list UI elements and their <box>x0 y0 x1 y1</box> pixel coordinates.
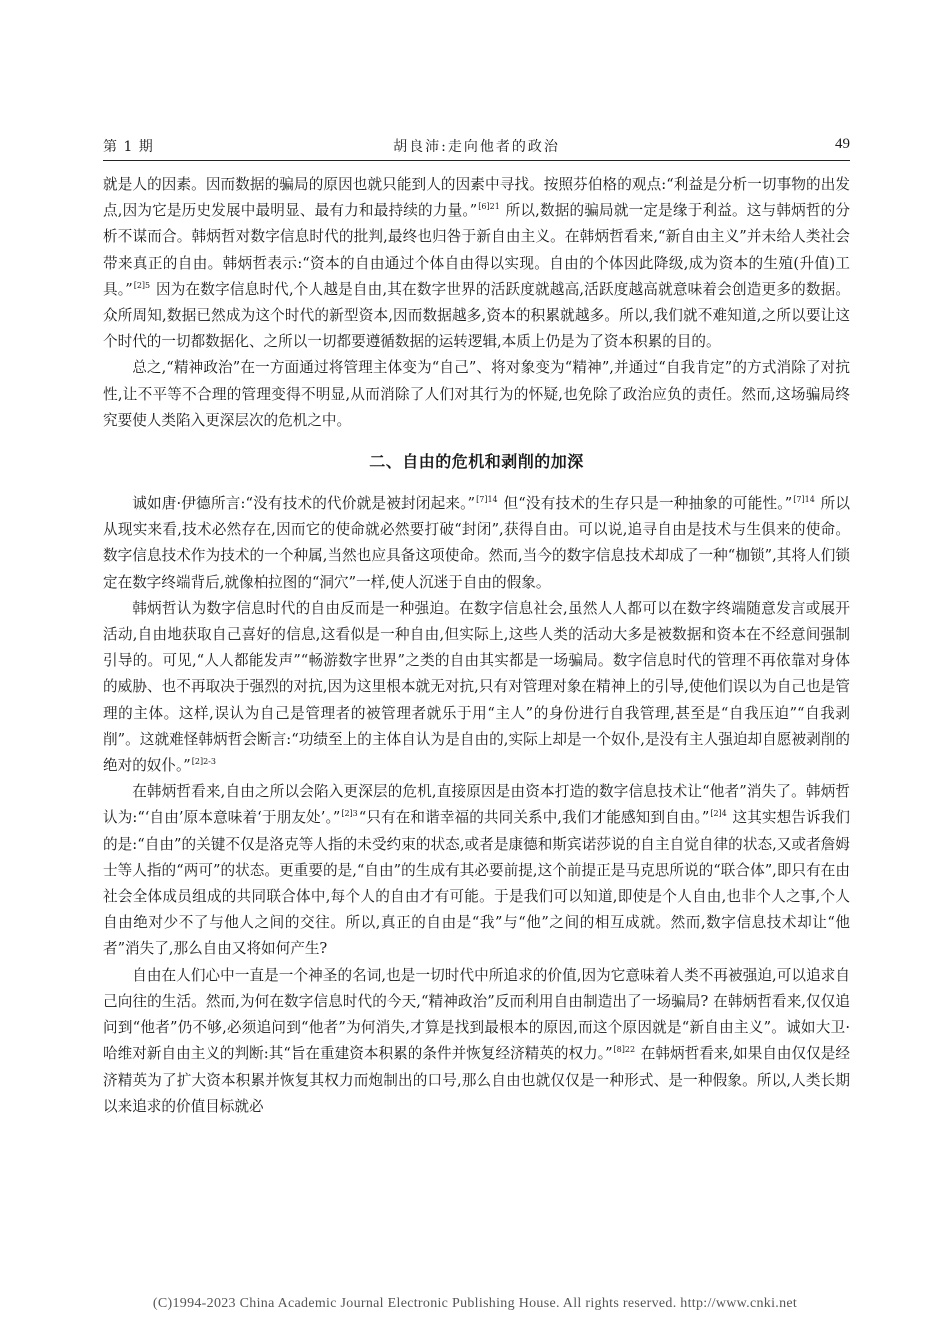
paragraph <box>103 355 850 434</box>
paragraph-text: 诚如唐·伊德所言:“没有技术的代价就是被封闭起来。” <box>132 495 476 513</box>
citation-ref: [7]14 <box>793 495 815 505</box>
running-title: 胡良沛:走向他者的政治 <box>393 139 560 155</box>
citation-ref: [2]3 <box>341 809 358 819</box>
issue-number: 第 1 期 <box>103 139 154 155</box>
paragraph-text: 韩炳哲认为数字信息时代的自由反而是一种强迫。在数字信息社会,虽然人人都可以在数字终端随意发言或展开活动,自由地获取自己喜好的信息,这看似是一种自由,但实际上,这些人类的活动大多是被数据和资本在不经意间强制引导的。可见,“人人都能发声”“畅游数字世界”之类的自由其实都是一场骗局。数字信息时代的管理不再依靠对身体的威胁、也不再取决于强烈的对抗,因为这里根本就无对抗,只有对管理对象在精神上的引导,使他们误以为自己也是管理的主体。这样,误认为自己是管理者的被管理者就乐于用“主人”的身份进行自我管理,甚至是“自我压迫”“自我剥削”。这就难怪韩炳哲会断言:“功绩至上的主体自认为是自由的,实际上却是一个奴仆,是没有主人强迫却自愿被剥削的绝对的奴仆。” <box>103 599 850 775</box>
paragraph-text: 所以,数据的骗局就一定是缘于利益。这与韩炳哲的分析不谋而合。韩炳哲对数字信息时代的批判,最终也归咎于新自由主义。在韩炳哲看来,“新自由主义”并未给人类社会带来真正的自由。韩炳哲表示:“资本的自由通过个体自由得以实现。自由的个体因此降级,成为资本的生殖(升值)工具。” <box>103 202 851 298</box>
paragraph-text: 自由在人们心中一直是一个神圣的名词,也是一切时代中所追求的价值,因为它意味着人类不再被强迫,可以追求自己向往的生活。然而,为何在数字信息时代的今天,“精神政治”反而利用自由制造出了一场骗局? 在韩炳哲看来,仅仅追问到“他者”仍不够,必须追问到“他者”为何消失,才算是找到最根本的原因,而这个原因就是“新自由主义”。诚如大卫·哈维对新自由主义的判断:其“旨在重建资本积累的条件并恢复经济精英的权力。” <box>103 966 850 1063</box>
paragraph <box>103 779 850 962</box>
paragraph-text: 就是人的因素。因而数据的骗局的原因也就只能到人的因素中寻找。按照芬伯格的观点:“利益是分析一切事物的出发点,因为它是历史发展中最明显、最有力和最持续的力量。” <box>103 176 850 220</box>
citation-ref: [8]22 <box>613 1045 636 1055</box>
running-header <box>103 132 850 161</box>
paragraph-text: 在韩炳哲看来,如果自由仅仅是经济精英为了扩大资本积累并恢复其权力而炮制出的口号,那么自由也就仅仅是一种形式、是一种假象。所以,人类长期以来追求的价值目标就必 <box>103 1045 850 1115</box>
page-number: 49 <box>835 136 850 152</box>
copyright-footer: (C)1994-2023 China Academic Journal Electronic Publishing House. All rights reserved. http://www.cnki.net <box>152 1296 798 1311</box>
paragraph <box>103 963 850 1120</box>
paragraph-text: 总之,“精神政治”在一方面通过将管理主体变为“自己”、将对象变为“精神”,并通过“自我肯定”的方式消除了对抗性,让不平等不合理的管理变得不明显,从而消除了人们对其行为的怀疑,也免除了政治应负的责任。然而,这场骗局终究要使人类陷入更深层次的危机之中。 <box>103 359 850 429</box>
paragraph-text: 但“没有技术的生存只是一种抽象的可能性。” <box>498 495 793 513</box>
citation-ref: [2]2-3 <box>191 757 216 767</box>
paragraph-text: 因为在数字信息时代,个人越是自由,其在数字世界的活跃度就越高,活跃度越高就意味着会创造更多的数据。众所周知,数据已然成为这个时代的新型资本,因而数据越多,资本的积累就越多。所以,我们就不难知道,之所以要让这个时代的一切都数据化、之所以一切都要遵循数据的运转逻辑,本质上仍是为了资本积累的目的。 <box>103 280 850 351</box>
section-heading: 二、自由的危机和剥削的加深 <box>369 452 584 472</box>
paragraph-text: 在韩炳哲看来,自由之所以会陷入更深层的危机,直接原因是由资本打造的数字信息技术让“他者”消失了。韩炳哲认为:“‘自由’原本意味着‘于朋友处’。” <box>103 783 850 827</box>
paragraph-text: 这其实想告诉我们的是:“自由”的关键不仅是洛克等人指的未受约束的状态,或者是康德和斯宾诺莎说的自主自觉自律的状态,又或者詹姆士等人指的“两可”的状态。更重要的是,“自由”的生成有其必要前提,这个前提正是马克思所说的“联合体”,即只有在由社会全体成员组成的共同联合体中,每个人的自由才有可能。于是我们可以知道,即使是个人自由,也非个人之事,个人自由绝对少不了与他人之间的交往。所以,真正的自由是“我”与“他”之间的相互成就。然而,数字信息技术却让“他者”消失了,那么自由又将如何产生? <box>103 809 850 958</box>
citation-ref: [2]4 <box>710 809 727 819</box>
paragraph <box>103 491 850 596</box>
article-body <box>103 172 850 1120</box>
paragraph-continued <box>103 172 850 355</box>
citation-ref: [6]21 <box>478 202 500 212</box>
paragraph <box>103 596 850 779</box>
paragraph-text: “只有在和谐幸福的共同关系中,我们才能感知到自由。” <box>358 809 710 827</box>
citation-ref: [7]14 <box>476 495 498 505</box>
citation-ref: [2]5 <box>133 280 151 290</box>
paragraph-text: 所以从现实来看,技术必然存在,因而它的使命就必然要打破“封闭”,获得自由。可以说,追寻自由是技术与生俱来的使命。数字信息技术作为技术的一个种属,当然也应具备这项使命。然而,当今的数字信息技术却成了一种“枷锁”,其将人们锁定在数字终端背后,就像柏拉图的“洞穴”一样,使人沉迷于自由的假象。 <box>103 495 850 591</box>
